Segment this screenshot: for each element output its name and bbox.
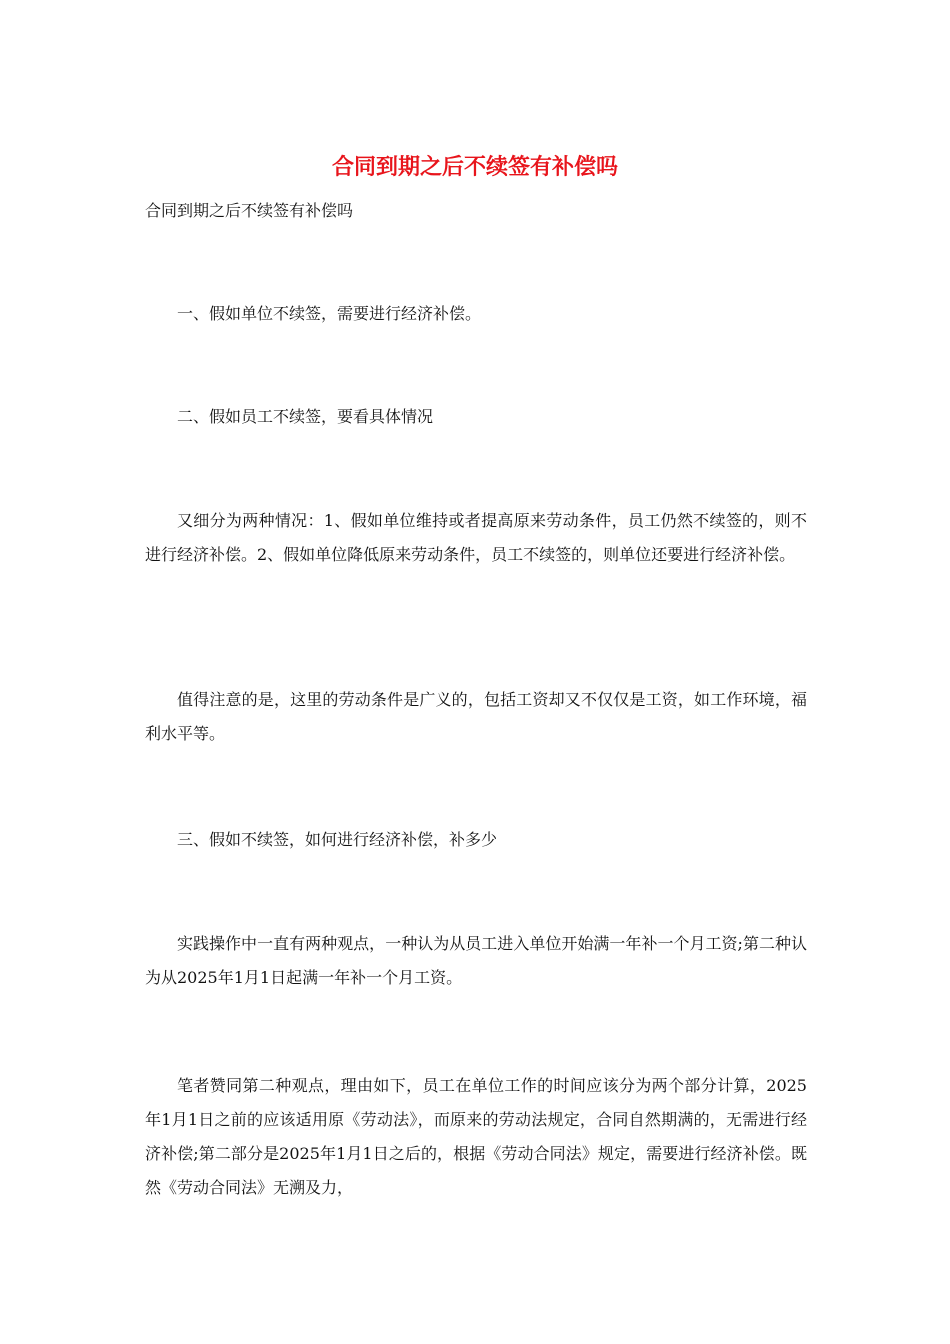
- paragraph-section-two: 二、假如员工不续签，要看具体情况: [177, 407, 434, 426]
- paragraph-author-opinion: 笔者赞同第二种观点，理由如下，员工在单位工作的时间应该分为两个部分计算，2025年1月1日之前的应该适用原《劳动法》，而原来的劳动法规定，合同自然期满的，无需进行经济补偿;第二部分是2025年1月1日之后的，根据《劳动合同法》规定，需要进行经济补偿。既然《劳动合同法》无溯及力，: [145, 1076, 807, 1197]
- paragraph-section-three: 三、假如不续签，如何进行经济补偿，补多少: [177, 830, 498, 849]
- document-title: 合同到期之后不续签有补偿吗: [331, 155, 618, 180]
- paragraph-two-viewpoints: 实践操作中一直有两种观点，一种认为从员工进入单位开始满一年补一个月工资;第二种认为从2025年1月1日起满一年补一个月工资。: [145, 934, 807, 987]
- paragraph-section-one: 一、假如单位不续签，需要进行经济补偿。: [177, 304, 482, 323]
- document-subtitle: 合同到期之后不续签有补偿吗: [145, 201, 354, 220]
- paragraph-labor-conditions-note: 值得注意的是，这里的劳动条件是广义的，包括工资却又不仅仅是工资，如工作环境，福利水平等。: [145, 690, 807, 743]
- paragraph-two-cases: 又细分为两种情况：1、假如单位维持或者提高原来劳动条件，员工仍然不续签的，则不进行经济补偿。2、假如单位降低原来劳动条件，员工不续签的，则单位还要进行经济补偿。: [145, 511, 807, 564]
